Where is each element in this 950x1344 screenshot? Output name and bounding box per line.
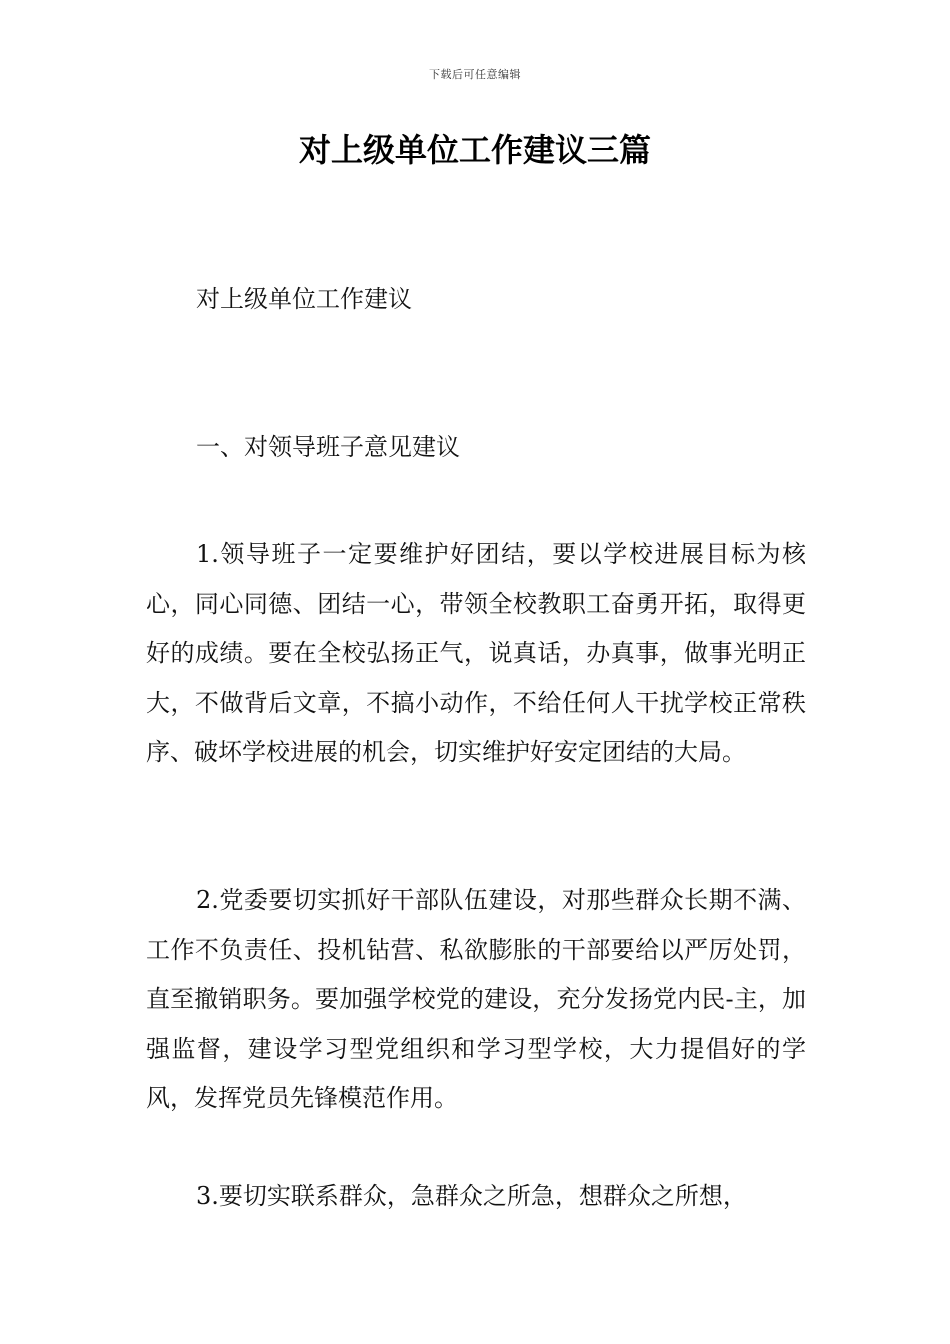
paragraph-3: 3.要切实联系群众，急群众之所急，想群众之所想， [196,1182,747,1210]
document-subtitle: 对上级单位工作建议 [196,285,412,313]
paragraph-2: 2.党委要切实抓好干部队伍建设，对那些群众长期不满、工作不负责任、投机钻营、私欲膨胀的干部要给以严厉处罚，直至撤销职务。要加强学校党的建设，充分发扬党内民-主，加强监督，建设学习型党组织和学习型学校，大力提倡好的学风，发挥党员先锋模范作用。 [146,886,806,1113]
section-heading: 一、对领导班子意见建议 [196,433,460,461]
header-note: 下载后可任意编辑 [429,68,521,81]
paragraph-1: 1.领导班子一定要维护好团结，要以学校进展目标为核心，同心同德、团结一心，带领全校教职工奋勇开拓，取得更好的成绩。要在全校弘扬正气，说真话，办真事，做事光明正大，不做背后文章，不搞小动作，不给任何人干扰学校正常秩序、破坏学校进展的机会，切实维护好安定团结的大局。 [146,540,806,767]
document-title: 对上级单位工作建议三篇 [298,131,651,169]
